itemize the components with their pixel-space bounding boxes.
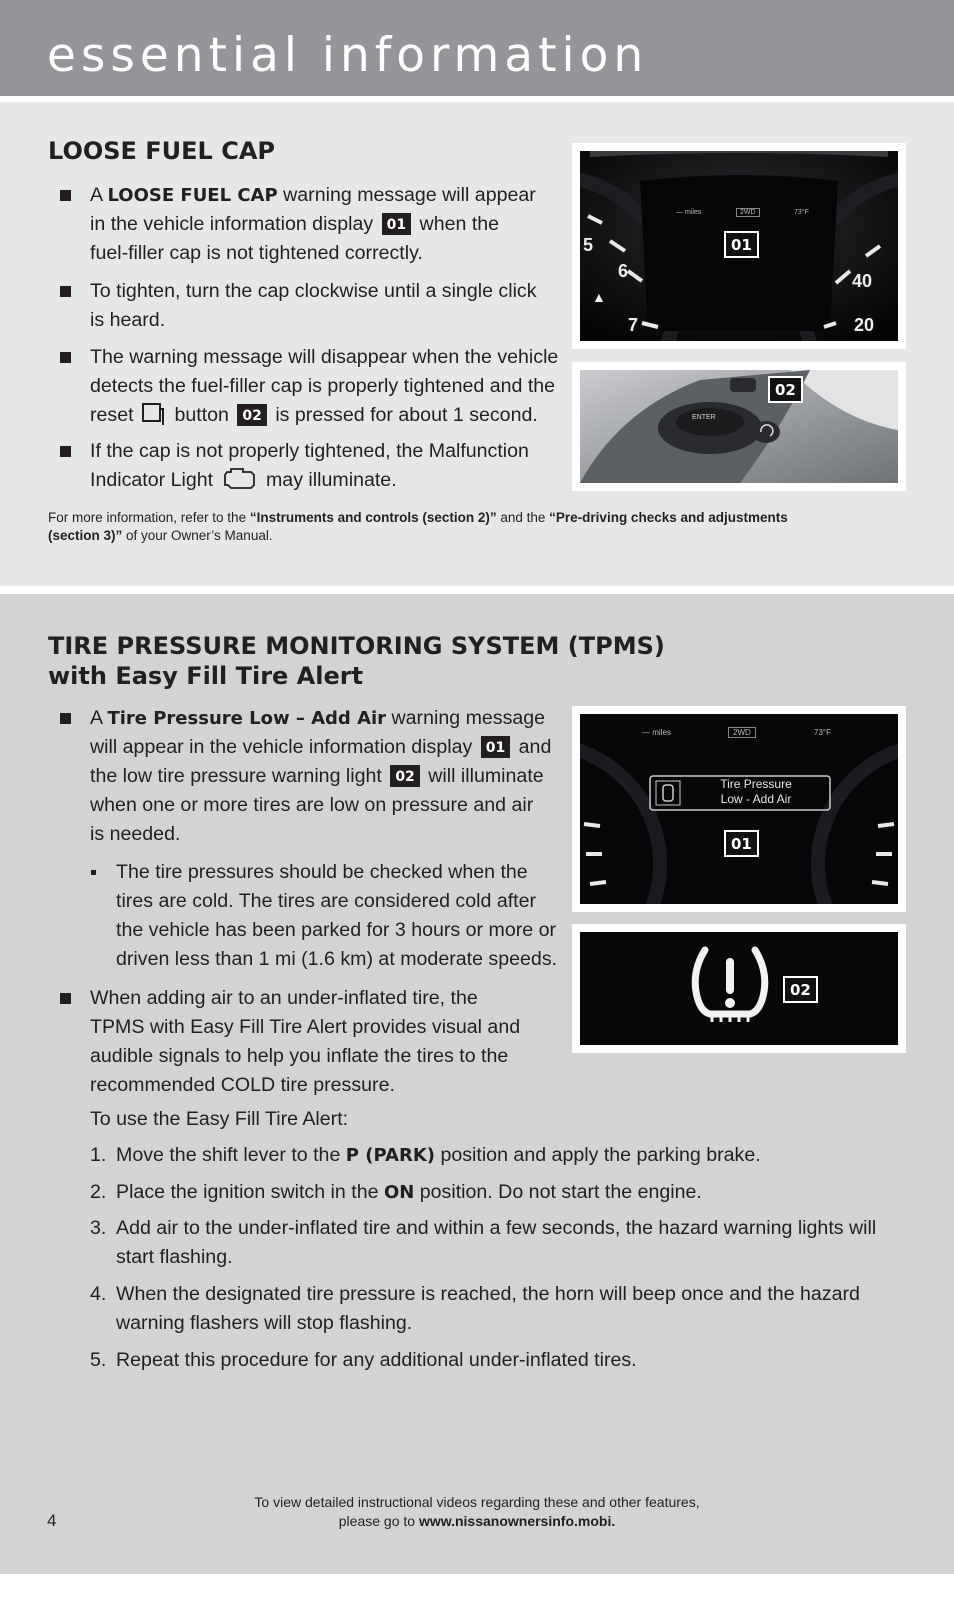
bullet-marker (60, 352, 71, 363)
steering-wheel-switch-photo (580, 370, 898, 483)
enter-button-label: ENTER (692, 414, 716, 421)
status-drive-mode: 2WD (736, 208, 760, 217)
section-divider (0, 586, 954, 594)
callout-tag-01: 01 (481, 736, 510, 758)
tire-pressure-display-photo (580, 714, 898, 904)
step-number: 4. (90, 1283, 107, 1305)
page-bottom-margin (0, 1574, 954, 1622)
owners-info-link[interactable]: www.nissanownersinfo.mobi. (418, 1513, 616, 1529)
step-number: 1. (90, 1144, 107, 1166)
tpms-warning-light-photo (580, 932, 898, 1045)
tpms-sub-bullet: The tire pressures should be checked when the tires are cold. The tires are considered cold after the vehicle has been parked for 3 hours or more or driven less than 1 mi (1.6 km) at moderate speeds. (116, 861, 558, 970)
step-2: Place the ignition switch in the ON position. Do not start the engine. (116, 1181, 702, 1203)
step-4: When the designated tire pressure is reached, the horn will beep once and the hazard warning flashers will stop flashing. (116, 1283, 860, 1334)
fuel-cap-bullet-1: A LOOSE FUEL CAP warning message will appear in the vehicle information display 01 when the fuel-filler cap is not tightened correctly. (90, 184, 536, 264)
step-5: Repeat this procedure for any additional under-inflated tires. (116, 1349, 637, 1371)
status-drive-mode: 2WD (728, 727, 756, 738)
status-miles: — miles (676, 209, 702, 216)
page-number: 4 (47, 1511, 57, 1530)
tire-pressure-message: Tire Pressure Low - Add Air (720, 777, 792, 806)
step-number: 3. (90, 1217, 107, 1239)
callout-tag-02: 02 (768, 376, 803, 403)
page-title: essential information (47, 28, 649, 83)
step-3: Add air to the under-inflated tire and within a few seconds, the hazard warning lights will start flashing. (116, 1217, 877, 1268)
tpms-bullet-1: A Tire Pressure Low – Add Air warning message will appear in the vehicle information display 01 and the low tire pressure warning light 02 will illuminate when one or more tires are low on pressure and air is needed. (90, 707, 552, 845)
fuel-cap-bullet-4: If the cap is not properly tightened, the Malfunction Indicator Light may illuminate. (90, 440, 529, 491)
callout-tag-01: 01 (724, 231, 759, 258)
page-header (0, 0, 954, 96)
callout-tag-02: 02 (390, 765, 419, 787)
enter-switch-graphic (580, 370, 898, 483)
bullet-marker (60, 190, 71, 201)
bullet-marker (60, 993, 71, 1004)
tach-label: 6 (618, 261, 629, 281)
callout-tag-02: 02 (783, 976, 818, 1003)
status-temperature: 73°F (814, 728, 831, 737)
low-tire-pressure-icon (580, 932, 898, 1045)
fuel-cap-bullet-2: To tighten, turn the cap clockwise until a single click is heard. (90, 280, 537, 331)
status-temperature: 73°F (794, 209, 809, 216)
tach-label: 5 (583, 235, 594, 255)
engine-malfunction-icon (221, 466, 259, 490)
footer-note: To view detailed instructional videos regarding these and other features, please go to www.nissanownersinfo.mobi. (254, 1494, 700, 1529)
bullet-marker (60, 286, 71, 297)
step-1: Move the shift lever to the P (PARK) position and apply the parking brake. (116, 1144, 761, 1166)
callout-tag-02: 02 (237, 404, 266, 426)
step-number: 5. (90, 1349, 107, 1371)
warning-triangle-icon: ▲ (592, 289, 606, 305)
reset-button-icon (141, 401, 167, 425)
tach-label: 7 (628, 315, 639, 335)
bullet-marker (60, 713, 71, 724)
speed-label: 20 (854, 315, 875, 335)
easy-fill-intro: To use the Easy Fill Tire Alert: (90, 1108, 349, 1130)
callout-tag-01: 01 (724, 830, 759, 857)
tpms-display-graphic (580, 714, 898, 904)
tpms-heading: TIRE PRESSURE MONITORING SYSTEM (TPMS) with Easy Fill Tire Alert (48, 632, 665, 690)
fuel-cap-reference-note: For more information, refer to the “Instruments and controls (section 2)” and the “Pre-driving checks and adjustments (section 3)” of your Owner’s Manual. (48, 510, 788, 543)
status-miles: — miles (642, 728, 671, 737)
speed-label: 40 (852, 271, 873, 291)
loose-fuel-cap-heading: LOOSE FUEL CAP (48, 137, 275, 165)
instrument-cluster-photo (580, 151, 898, 341)
step-number: 2. (90, 1181, 107, 1203)
bullet-marker (60, 446, 71, 457)
fuel-cap-bullet-3: The warning message will disappear when the vehicle detects the fuel-filler cap is properly tightened and the reset button 02 is pressed for about 1 second. (90, 346, 559, 426)
sub-bullet-marker (91, 870, 96, 875)
tpms-bullet-2: When adding air to an under-inflated tire, the TPMS with Easy Fill Tire Alert provides visual and audible signals to help you inflate the tires to the recommended COLD tire pressure. (90, 987, 521, 1096)
callout-tag-01: 01 (382, 213, 411, 235)
